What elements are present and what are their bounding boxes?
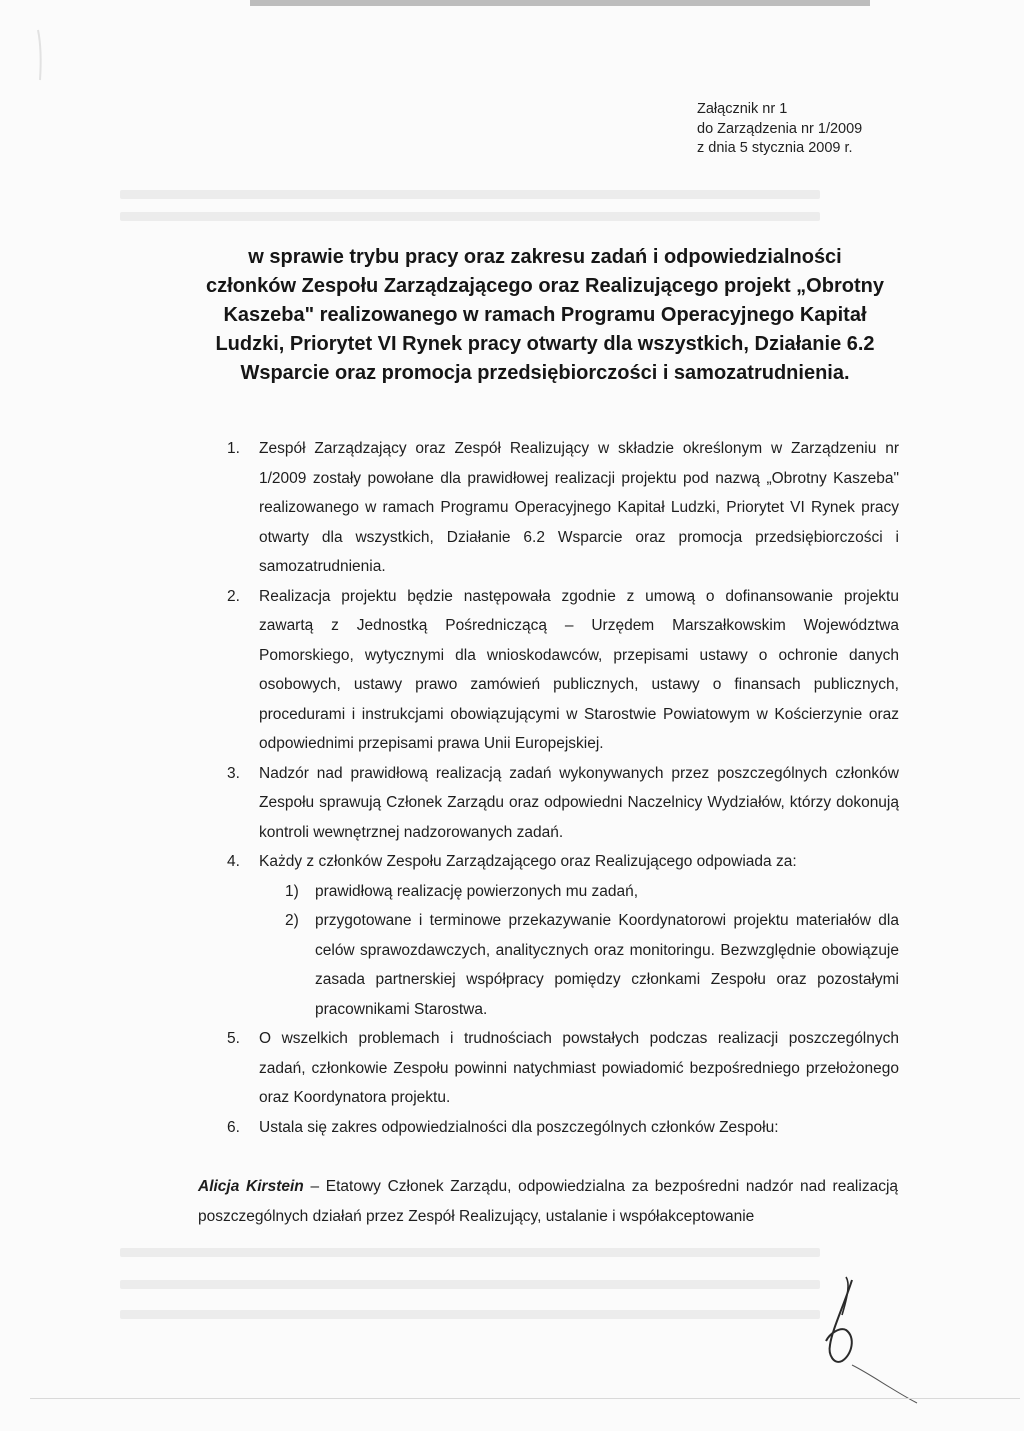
attachment-line: z dnia 5 stycznia 2009 r.: [697, 140, 853, 156]
item-text: Ustala się zakres odpowiedzialności dla poszczególnych członków Zespołu:: [259, 1118, 779, 1136]
title-line: Kaszeba" realizowanego w ramach Programu Operacyjnego Kapitał: [223, 304, 867, 326]
cropped-header-text: [250, 0, 870, 6]
sub-list-item: [227, 877, 899, 907]
bleed-through-line: [120, 190, 820, 199]
list-item: [227, 1113, 899, 1143]
bleed-through-line: [120, 1310, 820, 1319]
item-number: 6.: [227, 1118, 240, 1136]
title-line: Wsparcie oraz promocja przedsiębiorczości i samozatrudnienia.: [240, 362, 850, 384]
page-edge-line: [30, 1398, 1020, 1399]
item-number: 5.: [227, 1030, 240, 1047]
list-item: [227, 434, 899, 582]
item-text: Nadzór nad prawidłową realizacją zadań wykonywanych przez poszczególnych członków Zespołu sprawują Członek Zarządu oraz odpowiedni Naczelnicy Wydziałów, którzy dokonują kontroli wewnętrznej nadzorowanych zadań.: [259, 764, 899, 841]
sub-item-text: prawidłową realizację powierzonych mu zadań,: [315, 882, 639, 900]
attachment-line: do Zarządzenia nr 1/2009: [697, 120, 863, 137]
item-text: Każdy z członków Zespołu Zarządzającego oraz Realizującego odpowiada za:: [259, 853, 797, 870]
numbered-list: [227, 434, 899, 1142]
title-line: członków Zespołu Zarządzającego oraz Realizującego projekt „Obrotny: [206, 275, 884, 297]
item-number: 4.: [227, 853, 240, 870]
bleed-through-line: [120, 212, 820, 221]
document-title: [205, 243, 885, 388]
bleed-through-line: [120, 1280, 820, 1289]
attachment-line: Załącznik nr 1: [697, 101, 788, 117]
item-number: 3.: [227, 764, 240, 782]
item-number: 2.: [227, 587, 240, 605]
sub-list-item: [227, 906, 899, 1024]
title-line: w sprawie trybu pracy oraz zakresu zadań i odpowiedzialności: [248, 246, 842, 268]
sub-item-text: przygotowane i terminowe przekazywanie Koordynatorowi projektu materiałów dla celów sprawozdawczych, analitycznych oraz monitoringu. Bezwzględnie obowiązuje zasada partnerskiej współpracy pomiędzy członkami Zespołu oraz pozostałymi pracownikami Starostwa.: [315, 912, 899, 1018]
responsibility-paragraph: [198, 1172, 898, 1231]
person-name: Alicja Kirstein: [198, 1178, 304, 1195]
sub-item-number: 2): [285, 912, 299, 929]
item-number: 1.: [227, 440, 240, 457]
list-item: [227, 759, 899, 848]
sub-item-number: 1): [285, 882, 299, 900]
signature-initials-icon: [812, 1275, 922, 1410]
list-item: [227, 1024, 899, 1113]
attachment-header: [697, 100, 862, 159]
item-text: O wszelkich problemach i trudnościach powstałych podczas realizacji poszczególnych zadań, członkowie Zespołu powinni natychmiast powiadomić bezpośredniego przełożonego oraz Koordynatora projektu.: [259, 1030, 899, 1106]
person-role-text: – Etatowy Członek Zarządu, odpowiedzialna za bezpośredni nadzór nad realizacją poszczególnych działań przez Zespół Realizujący, ustalanie i współakceptowanie: [198, 1178, 899, 1225]
item-text: Realizacja projektu będzie następowała zgodnie z umową o dofinansowanie projektu zawartą z Jednostką Pośredniczącą – Urzędem Marszałkowskim Województwa Pomorskiego, wytycznymi dla wnioskodawców, przepisami ustawy o ochronie danych osobowych, ustawy prawo zamówień publicznych, ustawy o finansach publicznych, procedurami i instrukcjami obowiązującymi w Starostwie Powiatowym w Kościerzynie oraz odpowiednimi przepisami prawa Unii Europejskiej.: [259, 587, 899, 752]
scan-speck-icon: [30, 20, 60, 95]
bleed-through-line: [120, 1248, 820, 1257]
title-line: Ludzki, Priorytet VI Rynek pracy otwarty dla wszystkich, Działanie 6.2: [215, 333, 875, 355]
item-text: Zespół Zarządzający oraz Zespół Realizujący w składzie określonym w Zarządzeniu nr 1/2009 zostały powołane dla prawidłowej realizacji projektu pod nazwą „Obrotny Kaszeba" realizowanego w ramach Programu Operacyjnego Kapitał Ludzki, Priorytet VI Rynek pracy otwarty dla wszystkich, Działanie 6.2 Wsparcie oraz promocja przedsiębiorczości i samozatrudnienia.: [259, 440, 899, 575]
list-item: [227, 582, 899, 759]
list-item: [227, 847, 899, 877]
